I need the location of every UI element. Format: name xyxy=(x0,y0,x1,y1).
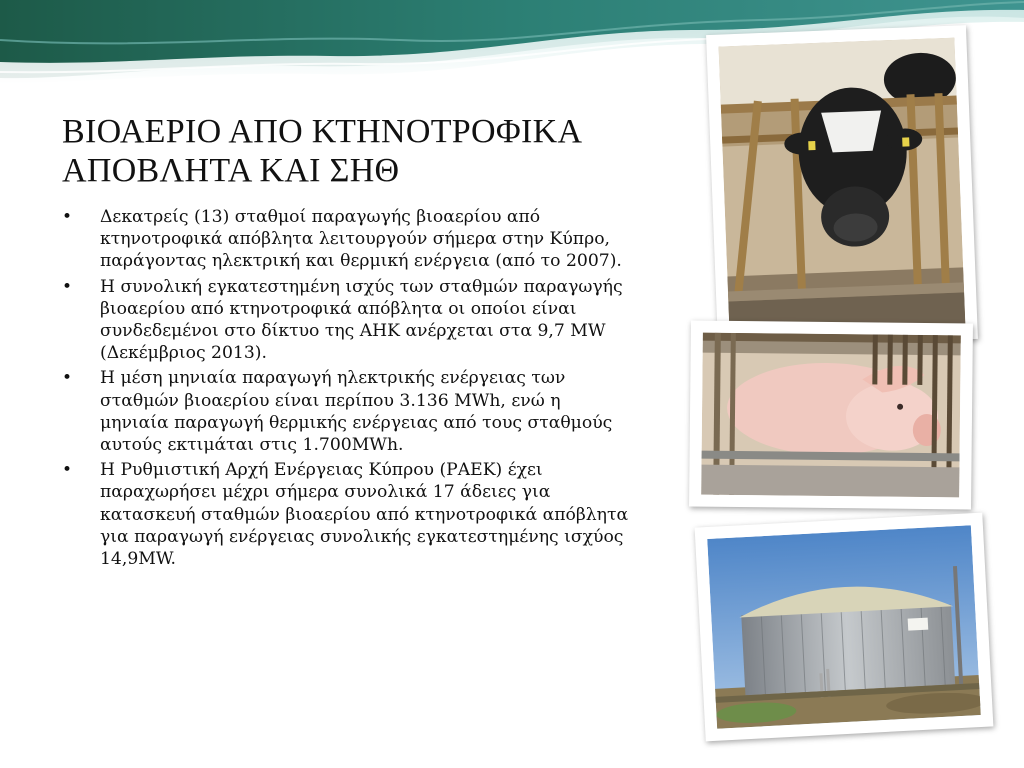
bullet-item xyxy=(62,367,632,456)
bullet-marker: • xyxy=(62,276,73,297)
bullet-list xyxy=(62,206,632,573)
pig-illustration xyxy=(701,333,961,498)
cow-illustration xyxy=(719,38,966,337)
bullet-text: Η συνολική εγκατεστημένη ισχύς των σταθμών παραγωγής βιοαερίου από κτηνοτροφικά απόβλητα οι οποίοι είναι συνδεδεμένοι στο δίκτυο της ΑΗΚ ανέρχεται στα 9,7 MW (Δεκέμβριος 2013). xyxy=(100,276,623,364)
bullet-item xyxy=(62,276,632,365)
bullet-marker: • xyxy=(62,368,73,389)
bullet-text: Η μέση μηνιαία παραγωγή ηλεκτρικής ενέργειας των σταθμών βιοαερίου είναι περίπου 3.136 MWh, ενώ η μηνιαία παραγωγή θερμικής ενέργειας από τους σταθμούς αυτούς εκτιμάται στις 1.700MWh. xyxy=(100,368,613,456)
cow-photo xyxy=(706,25,978,349)
bullet-marker: • xyxy=(62,460,73,481)
bullet-text: Δεκατρείς (13) σταθμοί παραγωγής βιοαερίου από κτηνοτροφικά απόβλητα λειτουργούν σήμερα στην Κύπρο, παράγοντας ηλεκτρική και θερμική ενέργεια (από το 2007). xyxy=(100,207,622,272)
title-line-2: ΑΠΟΒΛΗΤΑ ΚΑΙ ΣΗΘ xyxy=(62,152,400,189)
slide-title xyxy=(62,112,702,190)
bullet-marker: • xyxy=(62,207,73,227)
pig-photo xyxy=(689,321,973,510)
bullet-item xyxy=(62,206,632,273)
bullet-text: Η Ρυθμιστική Αρχή Ενέργειας Κύπρου (ΡΑΕΚ) έχει παραχωρήσει μέχρι σήμερα συνολικά 17 άδειες για κατασκευή σταθμών βιοαερίου από κτηνοτροφικά απόβλητα για παραγωγή ενέργειας συνολικής εγκατεστημένης ισχύος 14,9MW. xyxy=(100,460,629,570)
biogas-tank-photo xyxy=(695,513,994,742)
biogas-tank-illustration xyxy=(707,525,981,729)
bullet-item xyxy=(62,459,632,570)
title-line-1: ΒΙΟΑΕΡΙΟ ΑΠΟ ΚΤΗΝΟΤΡΟΦΙΚΑ xyxy=(62,113,583,150)
